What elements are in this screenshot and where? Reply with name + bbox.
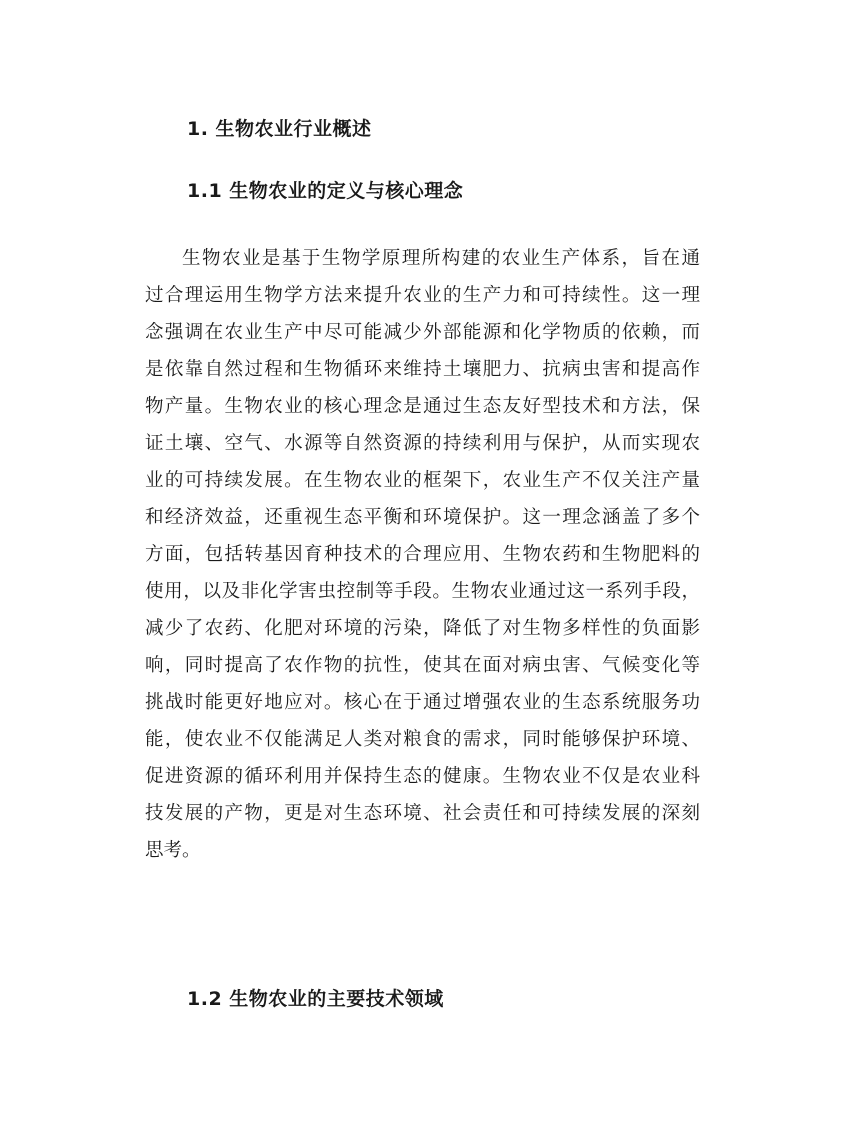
chapter-heading: 1. 生物农业行业概述 <box>187 118 372 140</box>
paragraph-line: 过合理运用生物学方法来提升农业的生产力和可持续性。这一理 <box>145 285 700 306</box>
paragraph-line: 证土壤、空气、水源等自然资源的持续利用与保护，从而实现农 <box>145 433 700 454</box>
paragraph-line: 技发展的产物，更是对生态环境、社会责任和可持续发展的深刻 <box>145 803 700 824</box>
paragraph-line: 促进资源的循环利用并保持生态的健康。生物农业不仅是农业科 <box>145 766 700 787</box>
paragraph-line: 减少了农药、化肥对环境的污染，降低了对生物多样性的负面影 <box>145 618 700 639</box>
paragraph-line: 响，同时提高了农作物的抗性，使其在面对病虫害、气候变化等 <box>145 655 700 676</box>
paragraph-line: 是依靠自然过程和生物循环来维持土壤肥力、抗病虫害和提高作 <box>145 359 700 380</box>
paragraph-line: 和经济效益，还重视生态平衡和环境保护。这一理念涵盖了多个 <box>145 507 700 528</box>
paragraph-line: 念强调在农业生产中尽可能减少外部能源和化学物质的依赖，而 <box>145 322 700 343</box>
section-1-1-paragraph <box>145 240 700 869</box>
paragraph-line: 思考。 <box>145 840 201 861</box>
section-heading-1-1: 1.1 生物农业的定义与核心理念 <box>187 180 464 202</box>
paragraph-line: 物产量。生物农业的核心理念是通过生态友好型技术和方法，保 <box>145 396 700 417</box>
paragraph-line: 方面，包括转基因育种技术的合理应用、生物农药和生物肥料的 <box>145 544 700 565</box>
paragraph-line: 业的可持续发展。在生物农业的框架下，农业生产不仅关注产量 <box>145 470 700 491</box>
paragraph-line: 挑战时能更好地应对。核心在于通过增强农业的生态系统服务功 <box>145 692 700 713</box>
section-heading-1-2: 1.2 生物农业的主要技术领域 <box>187 988 444 1010</box>
paragraph-line: 使用，以及非化学害虫控制等手段。生物农业通过这一系列手段， <box>145 581 700 602</box>
paragraph-line: 能，使农业不仅能满足人类对粮食的需求，同时能够保护环境、 <box>145 729 700 750</box>
paragraph-line: 生物农业是基于生物学原理所构建的农业生产体系，旨在通 <box>182 248 700 269</box>
